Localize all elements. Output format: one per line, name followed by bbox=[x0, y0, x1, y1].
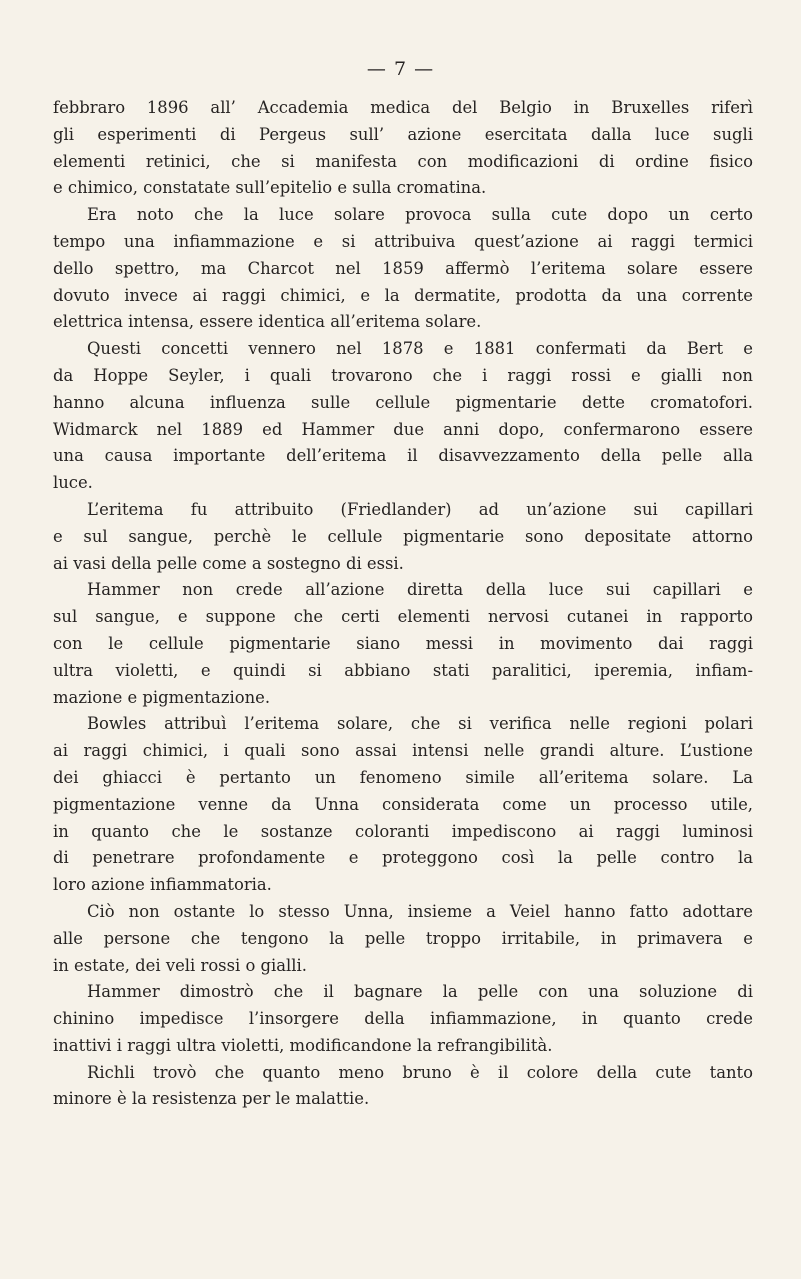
text-line: elettrica intensa, essere identica all’eritema solare. bbox=[53, 312, 482, 332]
text-line: tempo una infiammazione e si attribuiva quest’azione ai raggi termici bbox=[53, 231, 753, 251]
text-line: dello spettro, ma Charcot nel 1859 affermò l’eritema solare essere bbox=[53, 258, 753, 278]
text-body bbox=[53, 95, 753, 1113]
text-line: febbraro 1896 all’ Accademia medica del Belgio in Bruxelles riferì bbox=[53, 98, 753, 117]
text-line: chinino impedisce l’insorgere della infiammazione, in quanto crede bbox=[53, 1009, 753, 1029]
text-line: ai raggi chimici, i quali sono assai intensi nelle grandi alture. L’ustione bbox=[53, 741, 753, 761]
text-line: Era noto che la luce solare provoca sulla cute dopo un certo bbox=[87, 205, 753, 225]
text-line: una causa importante dell’eritema il disavvezzamento della pelle alla bbox=[53, 446, 753, 466]
text-line: Richli trovò che quanto meno bruno è il colore della cute tanto bbox=[87, 1062, 753, 1082]
text-line: mazione e pigmentazione. bbox=[53, 687, 271, 707]
text-line: dovuto invece ai raggi chimici, e la dermatite, prodotta da una corrente bbox=[53, 285, 753, 305]
paragraph bbox=[53, 497, 753, 577]
paragraph bbox=[53, 899, 753, 979]
paragraph bbox=[53, 1060, 753, 1114]
text-line: Hammer non crede all’azione diretta della luce sui capillari e bbox=[87, 580, 753, 600]
text-line: da Hoppe Seyler, i quali trovarono che i raggi rossi e gialli non bbox=[53, 365, 753, 385]
paragraph bbox=[53, 979, 753, 1059]
text-line: gli esperimenti di Pergeus sull’ azione esercitata dalla luce sugli bbox=[53, 124, 753, 144]
text-line: luce. bbox=[53, 473, 93, 493]
text-line: Hammer dimostrò che il bagnare la pelle con una soluzione di bbox=[87, 982, 753, 1002]
text-line: in quanto che le sostanze coloranti impediscono ai raggi luminosi bbox=[53, 821, 753, 841]
text-line: e chimico, constatate sull’epitelio e sulla cromatina. bbox=[53, 178, 487, 198]
paragraph bbox=[53, 336, 753, 497]
paragraph bbox=[53, 202, 753, 336]
text-line: pigmentazione venne da Unna considerata come un processo utile, bbox=[53, 794, 753, 814]
text-line: con le cellule pigmentarie siano messi in movimento dai raggi bbox=[53, 633, 753, 653]
text-line: ultra violetti, e quindi si abbiano stati paralitici, iperemia, infiam- bbox=[53, 660, 753, 680]
text-line: Widmarck nel 1889 ed Hammer due anni dopo, confermarono essere bbox=[53, 419, 753, 439]
text-line: Bowles attribuì l’eritema solare, che si verifica nelle regioni polari bbox=[87, 714, 753, 734]
paragraph bbox=[53, 577, 753, 711]
text-line: Ciò non ostante lo stesso Unna, insieme a Veiel hanno fatto adottare bbox=[87, 901, 753, 921]
text-line: minore è la resistenza per le malattie. bbox=[53, 1089, 370, 1109]
text-line: sul sangue, e suppone che certi elementi nervosi cutanei in rapporto bbox=[53, 607, 753, 627]
page-number: — 7 — bbox=[366, 58, 435, 80]
text-line: alle persone che tengono la pelle troppo irritabile, in primavera e bbox=[53, 928, 753, 948]
paragraph bbox=[53, 711, 753, 899]
text-line: in estate, dei veli rossi o gialli. bbox=[53, 955, 307, 975]
text-line: L’eritema fu attribuito (Friedlander) ad un’azione sui capillari bbox=[87, 499, 753, 519]
text-line: loro azione infiammatoria. bbox=[53, 875, 272, 895]
text-line: e sul sangue, perchè le cellule pigmentarie sono depositate attorno bbox=[53, 526, 753, 546]
paragraph bbox=[53, 95, 753, 202]
text-line: elementi retinici, che si manifesta con modificazioni di ordine fisico bbox=[53, 151, 753, 171]
text-line: Questi concetti vennero nel 1878 e 1881 confermati da Bert e bbox=[87, 339, 753, 359]
text-line: ai vasi della pelle come a sostegno di essi. bbox=[53, 553, 404, 573]
text-line: inattivi i raggi ultra violetti, modificandone la refrangibilità. bbox=[53, 1035, 553, 1055]
text-line: dei ghiacci è pertanto un fenomeno simile all’eritema solare. La bbox=[53, 767, 753, 787]
text-line: di penetrare profondamente e proteggono così la pelle contro la bbox=[53, 848, 753, 868]
text-line: hanno alcuna influenza sulle cellule pigmentarie dette cromatofori. bbox=[53, 392, 753, 412]
